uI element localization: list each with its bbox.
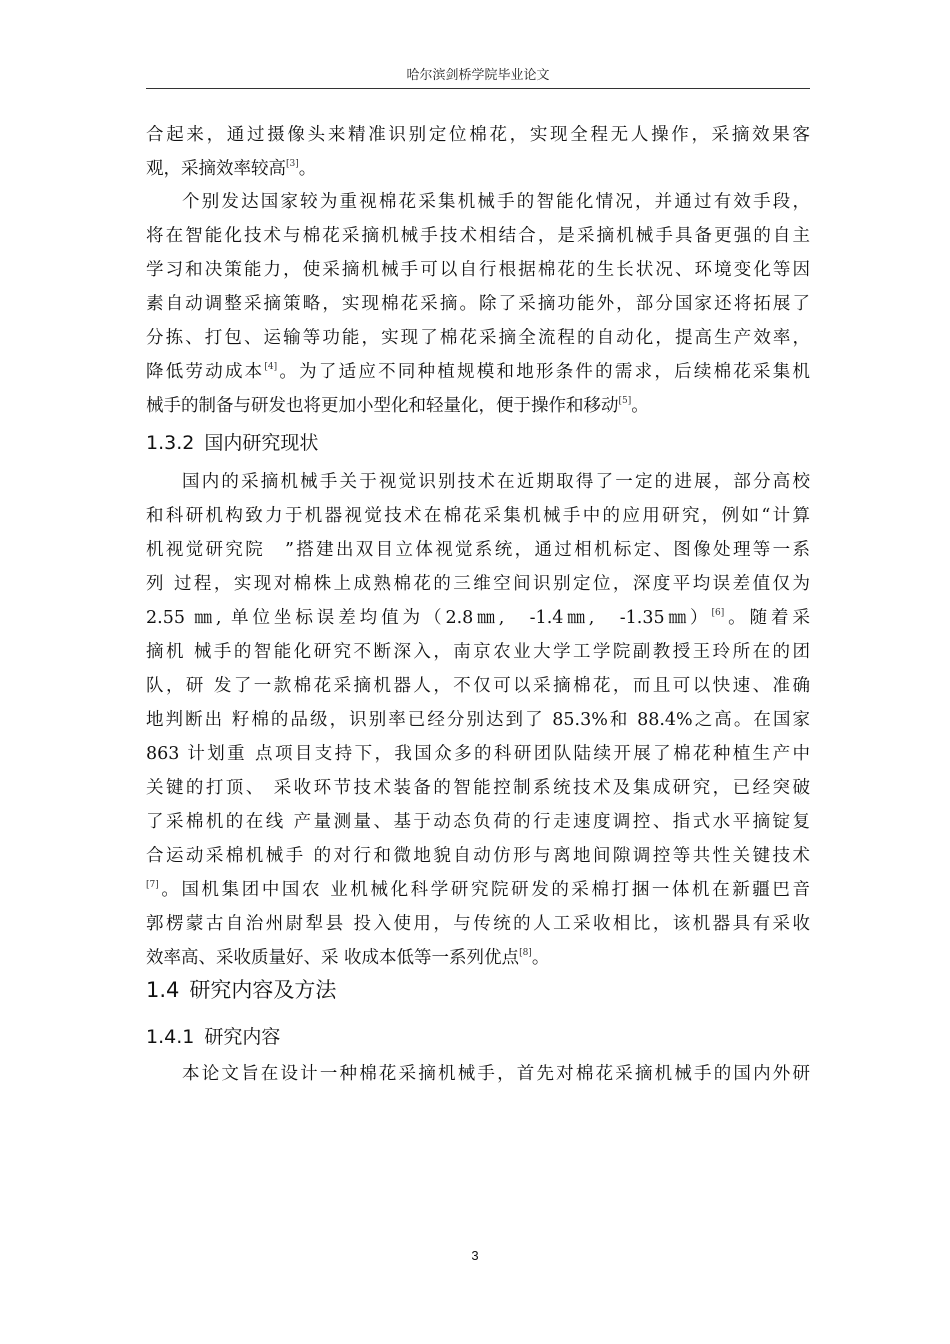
text-line	[146, 601, 810, 635]
citation: [5]	[618, 396, 632, 406]
page-number: 3	[471, 1248, 479, 1263]
text-line: 列 过程，实现对棉株上成熟棉花的三维空间识别定位，深度平均误差值仅为	[146, 574, 810, 594]
text-line	[146, 389, 810, 423]
text-span: 。为了适应不同种植规模和地形条件的需求，后续棉花采集机	[277, 362, 811, 382]
text-span: 效率高、采收质量好、采 收成本低等一系列优点	[146, 948, 520, 968]
header-rule	[146, 88, 810, 89]
text-line: 合运动采棉机械手 的对行和微地貌自动仿形与离地间隙调控等共性关键技术	[146, 846, 810, 866]
paragraph-2	[146, 185, 810, 423]
section-number: 1.4.1	[146, 1026, 195, 1048]
text-line: 和科研机构致力于机器视觉技术在棉花采集机械手中的应用研究，例如“计算	[146, 506, 810, 526]
text-line: 郭楞蒙古自治州尉犁县 投入使用，与传统的人工采收相比，该机器具有采收	[146, 914, 810, 934]
text-line: 863 计划重 点项目支持下，我国众多的科研团队陆续开展了棉花种植生产中	[146, 744, 810, 764]
text-line	[146, 873, 810, 907]
paragraph-3	[146, 465, 810, 975]
text-line: 素自动调整采摘策略，实现棉花采摘。除了采摘功能外，部分国家还将拓展了	[146, 294, 810, 314]
citation: [6]	[711, 608, 725, 618]
text-span: 。	[631, 396, 649, 416]
text-span: 观，采摘效率较高	[146, 159, 286, 179]
section-heading-1-4-1	[146, 1022, 280, 1049]
text-line: 将在智能化技术与棉花采摘机械手技术相结合，是采摘机械手具备更强的自主	[146, 226, 810, 246]
text-line: 摘机 械手的智能化研究不断深入，南京农业大学工学院副教授王玲所在的团	[146, 642, 810, 662]
text-span: 。	[531, 948, 550, 968]
section-title: 国内研究现状	[204, 432, 319, 454]
text-line: 合起来，通过摄像头来精准识别定位棉花，实现全程无人操作，采摘效果客	[146, 125, 810, 145]
section-title: 研究内容及方法	[189, 978, 337, 1002]
text-span: 。	[298, 159, 317, 179]
citation: [8]	[519, 948, 532, 958]
text-line	[146, 355, 810, 389]
text-line: 个别发达国家较为重视棉花采集机械手的智能化情况，并通过有效手段，	[182, 192, 810, 212]
text-line: 队，研 发了一款棉花采摘机器人，不仅可以采摘棉花，而且可以快速、准确	[146, 676, 810, 696]
citation: [7]	[146, 880, 159, 890]
text-line: 了采棉机的在线 产量测量、基于动态负荷的行走速度调控、指式水平摘锭复	[146, 812, 810, 832]
text-line: 机视觉研究院 ”搭建出双目立体视觉系统，通过相机标定、图像处理等一系	[146, 540, 810, 560]
text-line: 地判断出 籽棉的品级，识别率已经分别达到了 85.3%和 88.4%之高。在国家	[146, 710, 810, 730]
text-span: 械手的制备与研发也将更加小型化和轻量化，便于操作和移动	[146, 396, 619, 416]
citation: [3]	[286, 159, 299, 169]
text-line	[146, 941, 810, 975]
section-number: 1.4	[146, 978, 180, 1002]
paragraph-4	[146, 1057, 810, 1091]
text-span: 降低劳动成本	[146, 362, 265, 382]
text-line: 国内的采摘机械手关于视觉识别技术在近期取得了一定的进展，部分高校	[182, 472, 810, 492]
running-header: 哈尔滨剑桥学院毕业论文	[406, 68, 550, 83]
paragraph-1	[146, 118, 810, 186]
section-title: 研究内容	[204, 1026, 281, 1048]
text-span: 。随着采	[724, 608, 811, 628]
text-line	[146, 152, 810, 186]
text-line: 分拣、打包、运输等功能，实现了棉花采摘全流程的自动化，提高生产效率，	[146, 328, 810, 348]
text-line: 关键的打顶、 采收环节技术装备的智能控制系统技术及集成研究，已经突破	[146, 778, 810, 798]
text-line: 本论文旨在设计一种棉花采摘机械手，首先对棉花采摘机械手的国内外研	[182, 1064, 810, 1084]
text-span: 。国机集团中国农 业机械化科学研究院研发的采棉打捆一体机在新疆巴音	[158, 880, 810, 900]
citation: [4]	[264, 362, 278, 372]
text-line: 学习和决策能力，使采摘机械手可以自行根据棉花的生长状况、环境变化等因	[146, 260, 810, 280]
text-span: 2.55 ㎜, 单位坐标误差均值为（2.8㎜, -1.4㎜, -1.35㎜）	[146, 608, 712, 628]
section-heading-1-3-2	[146, 428, 318, 455]
section-number: 1.3.2	[146, 432, 195, 454]
section-heading-1-4	[146, 974, 336, 1004]
